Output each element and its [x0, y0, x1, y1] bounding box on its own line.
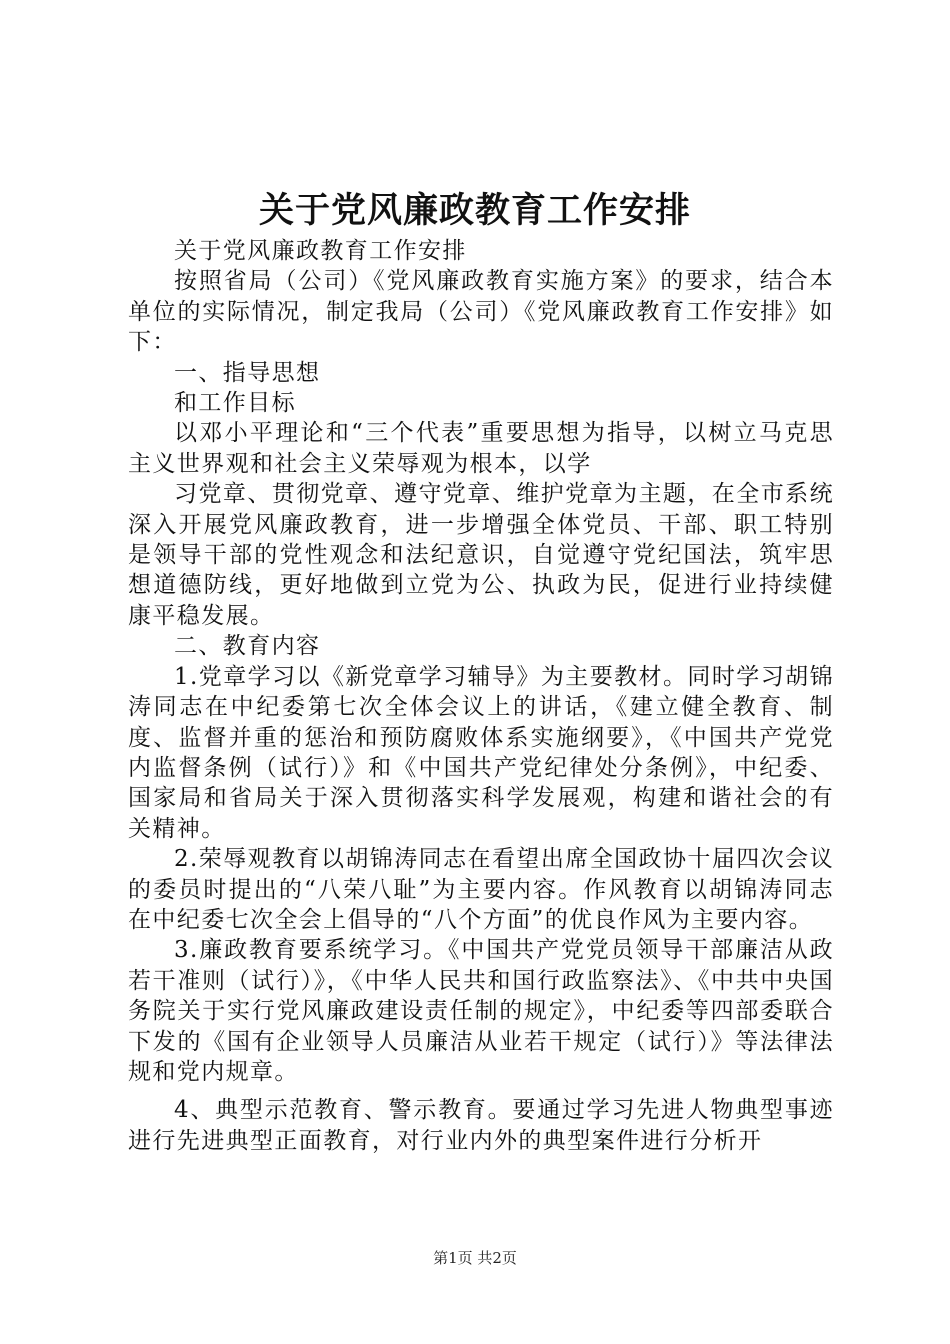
- section-heading-guiding-ideology: 一、指导思想: [174, 359, 321, 386]
- section-heading-education-content: 二、教育内容: [174, 633, 321, 660]
- section-heading-work-goals: 和工作目标: [174, 390, 296, 417]
- paragraph-item-3: 3.廉政教育要系统学习。《中国共产党党员领导干部廉洁从政若干准则（试行）》，《中华人民共和国行政监察法》、《中共中央国务院关于实行党风廉政建设责任制的规定》，中纪委等四部委联合下发的《国有企业领导人员廉洁从业若干规定（试行）》等法律法规和党内规章。: [128, 937, 834, 1085]
- document-title: 关于党风廉政教育工作安排: [258, 190, 691, 231]
- paragraph-item-2: 2.荣辱观教育以胡锦涛同志在看望出席全国政协十届四次会议的委员时提出的“八荣八耻”为主要内容。作风教育以胡锦涛同志在中纪委七次全会上倡导的“八个方面”的优良作风为主要内容。: [128, 846, 834, 933]
- paragraph-item-1: 1.党章学习以《新党章学习辅导》为主要教材。同时学习胡锦涛同志在中纪委第七次全体会议上的讲话，《建立健全教育、制度、监督并重的惩治和预防腐败体系实施纲要》，《中国共产党党内监督条例（试行）》和《中国共产党纪律处分条例》，中纪委、国家局和省局关于深入贯彻落实科学发展观，构建和谐社会的有关精神。: [128, 663, 834, 842]
- paragraph-intro: 按照省局（公司）《党风廉政教育实施方案》的要求，结合本单位的实际情况，制定我局（公司）《党风廉政教育工作安排》如下：: [128, 268, 834, 356]
- page-footer: 第1页 共2页: [433, 1249, 517, 1267]
- paragraph-guiding-theory: 以邓小平理论和“三个代表”重要思想为指导，以树立马克思主义世界观和社会主义荣辱观为根本，以学: [128, 420, 834, 477]
- document-body: [128, 236, 834, 1156]
- paragraph-party-constitution-theme: 习党章、贯彻党章、遵守党章、维护党章为主题，在全市系统深入开展党风廉政教育，进一步增强全体党员、干部、职工特别是领导干部的党性观念和法纪意识，自觉遵守党纪国法，筑牢思想道德防线，更好地做到立党为公、执政为民，促进行业持续健康平稳发展。: [128, 481, 834, 629]
- paragraph-heading-repeat: 关于党风廉政教育工作安排: [174, 238, 467, 264]
- paragraph-item-4: 4、典型示范教育、警示教育。要通过学习先进人物典型事迹进行先进典型正面教育，对行业内外的典型案件进行分析开: [128, 1097, 834, 1154]
